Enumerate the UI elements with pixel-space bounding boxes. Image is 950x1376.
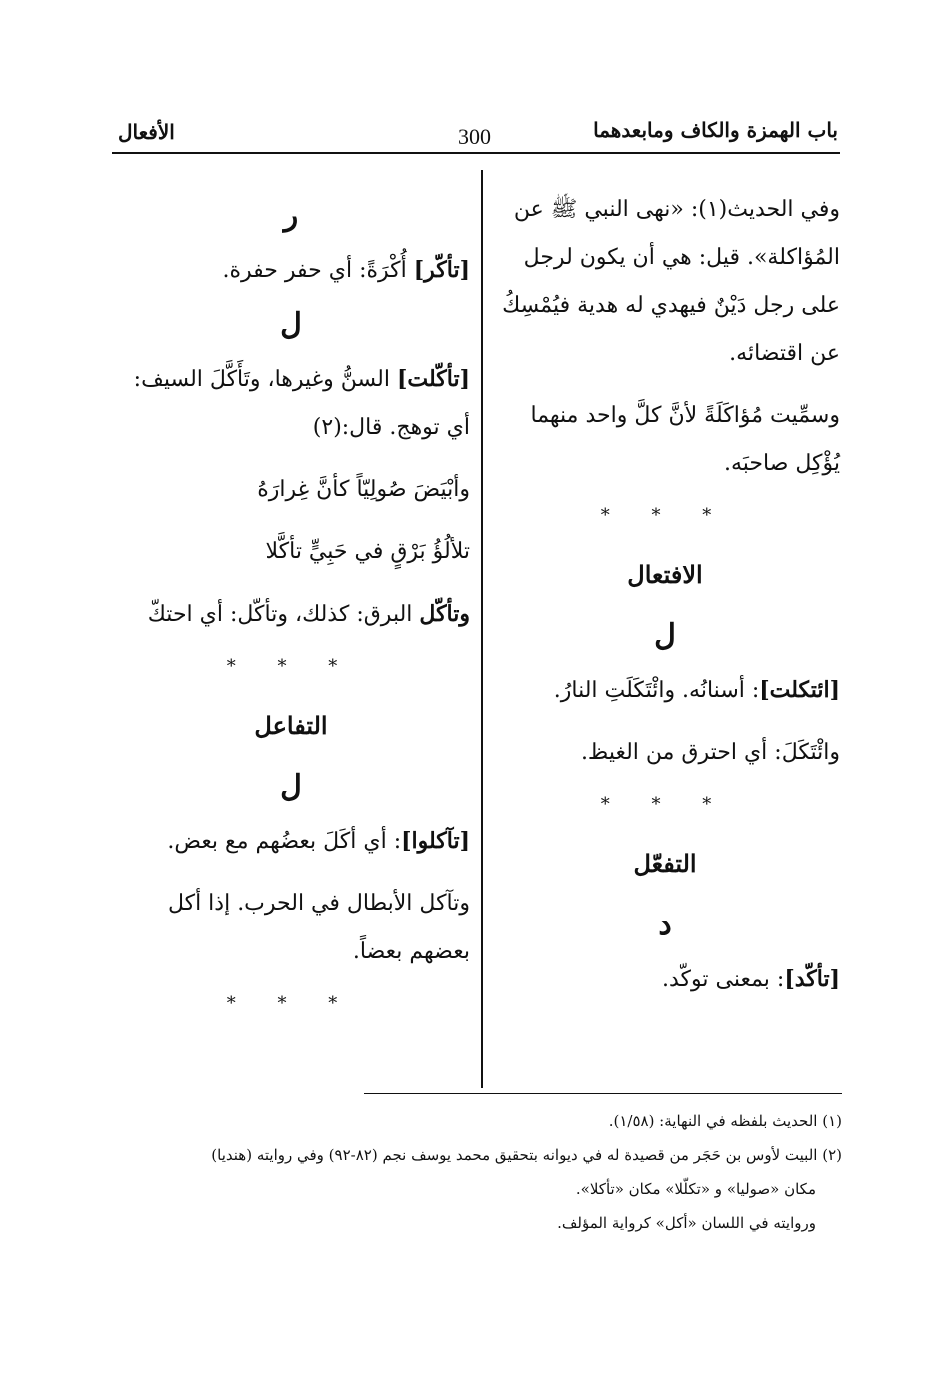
entry-headword: [تأكّر] [413, 257, 470, 283]
verse-line [112, 466, 470, 514]
spacer [490, 378, 840, 392]
section-heading [490, 544, 840, 606]
chapter-title: باب الهمزة والكاف ومابعدهما [593, 118, 838, 142]
entry-text: : أي أكَلَ بعضُهم مع بعض. [167, 829, 402, 854]
spacer [112, 514, 470, 528]
entry-text: التفعّل [633, 849, 697, 878]
section-heading [490, 833, 840, 895]
entry-text: وتآكل الأبطال في الحرب. إذا أكل بعضهم بعضاً. [167, 891, 470, 964]
entry-text: * * * [226, 993, 356, 1014]
entry-paragraph [490, 729, 840, 777]
footnote-1: (١) الحديث بلفظه في النهاية: (١/٥٨). [608, 1112, 842, 1130]
entry-text: التفاعل [254, 711, 328, 740]
root-letter [490, 606, 840, 666]
left-column [112, 186, 470, 1032]
entry-paragraph [112, 246, 470, 295]
root-letter [490, 895, 840, 955]
footnote-2: (٢) البيت لأوس بن حَجَر من قصيدة له في ديوانه بتحقيق محمد يوسف نجم (٨٢-٩٢) وفي روايته (هنديا) [211, 1146, 842, 1164]
footnote-2-continued: مكان «صوليا» و «تكلّلا» مكان «تأكلا». [575, 1180, 816, 1198]
entry-text: وائْتَكَلَ: أي احترق من الغيظ. [580, 740, 840, 765]
entry-paragraph [112, 355, 470, 452]
header-rule [112, 152, 840, 154]
footnote-2-note: وروايته في اللسان «أكل» كرواية المؤلف. [557, 1214, 816, 1232]
root-letter [112, 186, 470, 246]
entry-text: د [658, 907, 672, 942]
section-separator [490, 488, 840, 544]
root-letter [112, 295, 470, 355]
entry-text: ل [280, 769, 302, 804]
spacer [490, 715, 840, 729]
right-column [490, 186, 840, 1004]
section-separator [112, 976, 470, 1032]
footnote-rule [364, 1093, 842, 1094]
entry-text: البرق: كذلك، وتأكّل: أي احتكّ [147, 602, 420, 627]
entry-text: أُكْرَةً: أي حفر حفرة. [222, 258, 414, 283]
section-title: الأفعال [118, 120, 175, 144]
entry-paragraph [112, 880, 470, 976]
section-separator [112, 639, 470, 695]
entry-text: تلألُؤُ بَرْقٍ في حَبِيٍّ تأكَّلا [265, 539, 470, 564]
entry-headword: وتأكّل [419, 601, 470, 627]
entry-text: وفي الحديث(١): «نهى النبي ﷺ عن المُؤاكلة». قيل: هي أن يكون لرجل على رجل دَيْنٌ فيهدي له هدية فيُمْسِكُ عن اقتضائه. [502, 197, 840, 366]
entry-headword: [تأكّد] [784, 966, 840, 992]
section-heading [112, 695, 470, 757]
entry-text: ل [280, 307, 302, 342]
entry-text: : بمعنى توكّد. [661, 967, 785, 992]
entry-headword: [ائتكلت] [759, 677, 840, 703]
entry-text: * * * [600, 505, 730, 526]
entry-text: : أسنانُه. وائْتَكَلَتِ النارُ. [553, 678, 760, 703]
entry-text: * * * [226, 656, 356, 677]
entry-text: الافتعال [627, 560, 703, 589]
spacer [112, 452, 470, 466]
entry-paragraph [112, 590, 470, 639]
entry-text: السنُّ وغيرها، وتَأَكَّلَ السيف: أي توهج. قال:(٢) [133, 367, 470, 440]
root-letter [112, 757, 470, 817]
entry-paragraph [490, 666, 840, 715]
column-divider [481, 170, 483, 1088]
entry-text: وأبْيَضَ صُولِيّاً كأنَّ غِرارَهُ [257, 477, 470, 502]
entry-text: ر [283, 198, 299, 233]
section-separator [490, 777, 840, 833]
entry-paragraph [490, 186, 840, 378]
entry-text: وسمِّيت مُؤاكَلَةً لأنَّ كلَّ واحد منهما يُؤْكِل صاحبَه. [530, 403, 840, 476]
page-number: 300 [458, 124, 491, 149]
verse-line [112, 528, 470, 576]
entry-headword: [تآكلوا] [401, 828, 470, 854]
entry-paragraph [490, 392, 840, 488]
entry-paragraph [490, 955, 840, 1004]
spacer [112, 866, 470, 880]
entry-text: * * * [600, 794, 730, 815]
spacer [112, 576, 470, 590]
footnotes [102, 1104, 842, 1240]
entry-text: ل [654, 618, 676, 653]
entry-paragraph [112, 817, 470, 866]
entry-headword: [تأكّلت] [396, 366, 470, 392]
